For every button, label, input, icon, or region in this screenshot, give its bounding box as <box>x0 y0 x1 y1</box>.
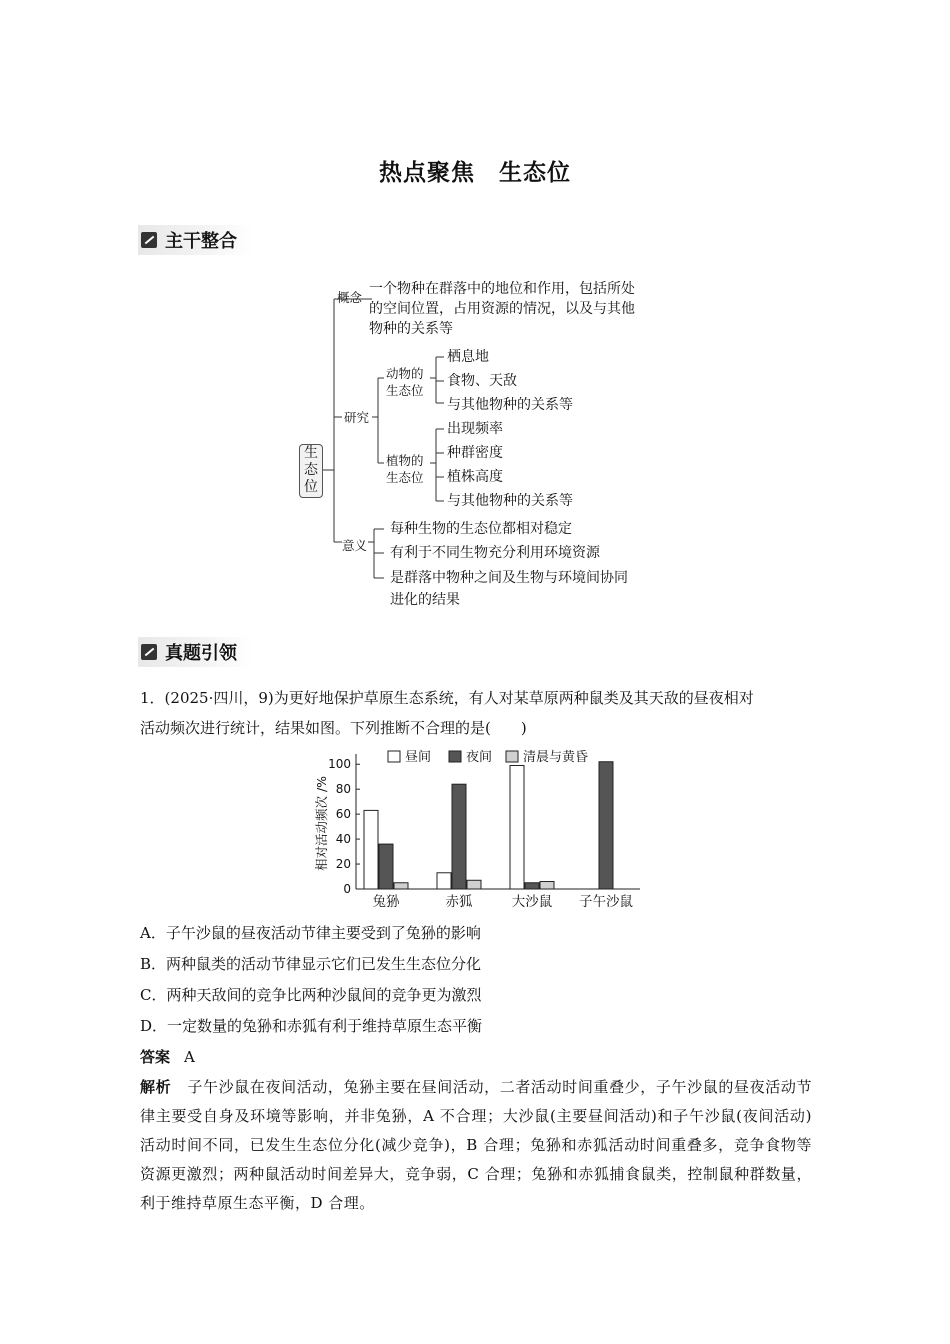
meaning-item: 进化的结果 <box>390 592 460 608</box>
y-tick-label: 0 <box>343 882 351 896</box>
question-number: 1． <box>140 689 165 707</box>
meaning-label: 意义 <box>342 538 368 553</box>
analysis-block <box>140 1073 812 1218</box>
plant-niche-label-line: 生态位 <box>386 470 424 485</box>
x-category-label: 兔狲 <box>372 894 400 910</box>
y-tick-label: 80 <box>335 782 351 797</box>
bar-2-1 <box>437 873 451 889</box>
legend-swatch-1 <box>388 751 400 762</box>
answer-value: A <box>184 1048 195 1066</box>
y-axis-title: 相对活动频次 /% <box>314 775 329 872</box>
mindmap-root <box>299 444 323 498</box>
research-label: 研究 <box>344 410 370 425</box>
animal-niche-label-line: 动物的 <box>386 366 424 381</box>
animal-item: 食物、天敌 <box>447 373 517 389</box>
legend-label-3: 清晨与黄昏 <box>523 750 589 765</box>
chart-legend <box>388 749 588 765</box>
y-tick-label: 40 <box>335 832 351 847</box>
bar-1-1 <box>364 810 378 889</box>
page-title: 热点聚焦 生态位 <box>379 160 571 186</box>
bar-2-3 <box>467 880 481 889</box>
x-category-label: 大沙鼠 <box>511 894 553 910</box>
legend-swatch-3 <box>506 751 518 762</box>
question-stem-line1 <box>140 683 820 713</box>
option-d: D．一定数量的兔狲和赤狐有利于维持草原生态平衡 <box>140 1017 483 1035</box>
bar-3-2 <box>525 883 539 889</box>
legend-label-1: 昼间 <box>405 750 432 765</box>
meaning-item: 是群落中物种之间及生物与环境间协同 <box>390 570 628 586</box>
pencil-box-icon <box>141 644 157 660</box>
plant-item: 与其他物种的关系等 <box>447 493 573 509</box>
analysis-text: 子午沙鼠在夜间活动，兔狲主要在昼间活动，二者活动时间重叠少，子午沙鼠的昼夜活动节律主要受自身及环境等影响，并非兔狲，A 不合理；大沙鼠(主要昼间活动)和子午沙鼠(夜间活动)活动时间不同，已发生生态位分化(减少竞争)，B 合理；兔狲和赤狐活动时间重叠多，竞争食物等资源更激烈；两种鼠活动时间差异大，竞争弱，C 合理；兔狲和赤狐捕食鼠类，控制鼠种群数量，利于维持草原生态平衡，D 合理。 <box>140 1078 812 1212</box>
y-tick-label: 100 <box>328 757 351 772</box>
plant-item: 出现频率 <box>447 421 503 437</box>
activity-bar-chart <box>300 742 650 914</box>
bar-1-2 <box>379 844 393 889</box>
plant-niche-label-line: 植物的 <box>386 453 424 468</box>
section-header-exam <box>138 637 237 667</box>
legend-label-2: 夜间 <box>466 750 493 765</box>
mindmap-root-label: 生 态 位 <box>304 445 318 495</box>
bar-4-2 <box>599 762 613 889</box>
bar-2-2 <box>452 784 466 889</box>
concept-text-line: 一个物种在群落中的地位和作用，包括所处 <box>369 281 635 297</box>
animal-item: 栖息地 <box>447 349 489 365</box>
plant-item: 植株高度 <box>447 469 503 485</box>
section-header-main <box>138 225 237 255</box>
option-b: B．两种鼠类的活动节律显示它们已发生生态位分化 <box>140 955 482 973</box>
plant-niche-label <box>386 452 424 486</box>
concept-text <box>369 279 635 339</box>
animal-item: 与其他物种的关系等 <box>447 397 573 413</box>
plant-item: 种群密度 <box>447 445 503 461</box>
y-tick-label: 20 <box>335 857 351 872</box>
meaning-item: 有利于不同生物充分利用环境资源 <box>390 545 600 561</box>
bar-3-1 <box>510 765 524 889</box>
concept-text-line: 物种的关系等 <box>369 321 453 337</box>
pencil-box-icon <box>141 232 157 248</box>
question-stem <box>140 683 820 743</box>
concept-text-line: 的空间位置，占用资源的情况，以及与其他 <box>369 301 635 317</box>
section-title-exam: 真题引领 <box>165 643 237 664</box>
analysis-label: 解析 <box>140 1078 172 1096</box>
answer-label: 答案 <box>140 1048 171 1066</box>
legend-swatch-2 <box>449 751 461 762</box>
animal-niche-label <box>386 365 424 399</box>
y-tick-label: 60 <box>335 807 351 822</box>
bar-3-3 <box>540 882 554 889</box>
chart-bars <box>364 762 613 889</box>
section-title-main: 主干整合 <box>165 231 237 252</box>
x-category-label: 赤狐 <box>445 894 473 910</box>
answer-line <box>140 1046 195 1068</box>
question-stem-line2: 活动频次进行统计，结果如图。下列推断不合理的是( ) <box>140 719 527 737</box>
concept-label: 概念 <box>337 290 363 305</box>
option-c: C．两种天敌间的竞争比两种沙鼠间的竞争更为激烈 <box>140 986 482 1004</box>
meaning-item: 每种生物的生态位都相对稳定 <box>390 521 572 537</box>
animal-niche-label-line: 生态位 <box>386 383 424 398</box>
bar-1-3 <box>394 883 408 889</box>
option-a: A．子午沙鼠的昼夜活动节律主要受到了兔狲的影响 <box>140 924 481 942</box>
question-text: (2025·四川，9)为更好地保护草原生态系统，有人对某草原两种鼠类及其天敌的昼夜相对 <box>164 689 754 707</box>
x-category-label: 子午沙鼠 <box>579 894 633 910</box>
